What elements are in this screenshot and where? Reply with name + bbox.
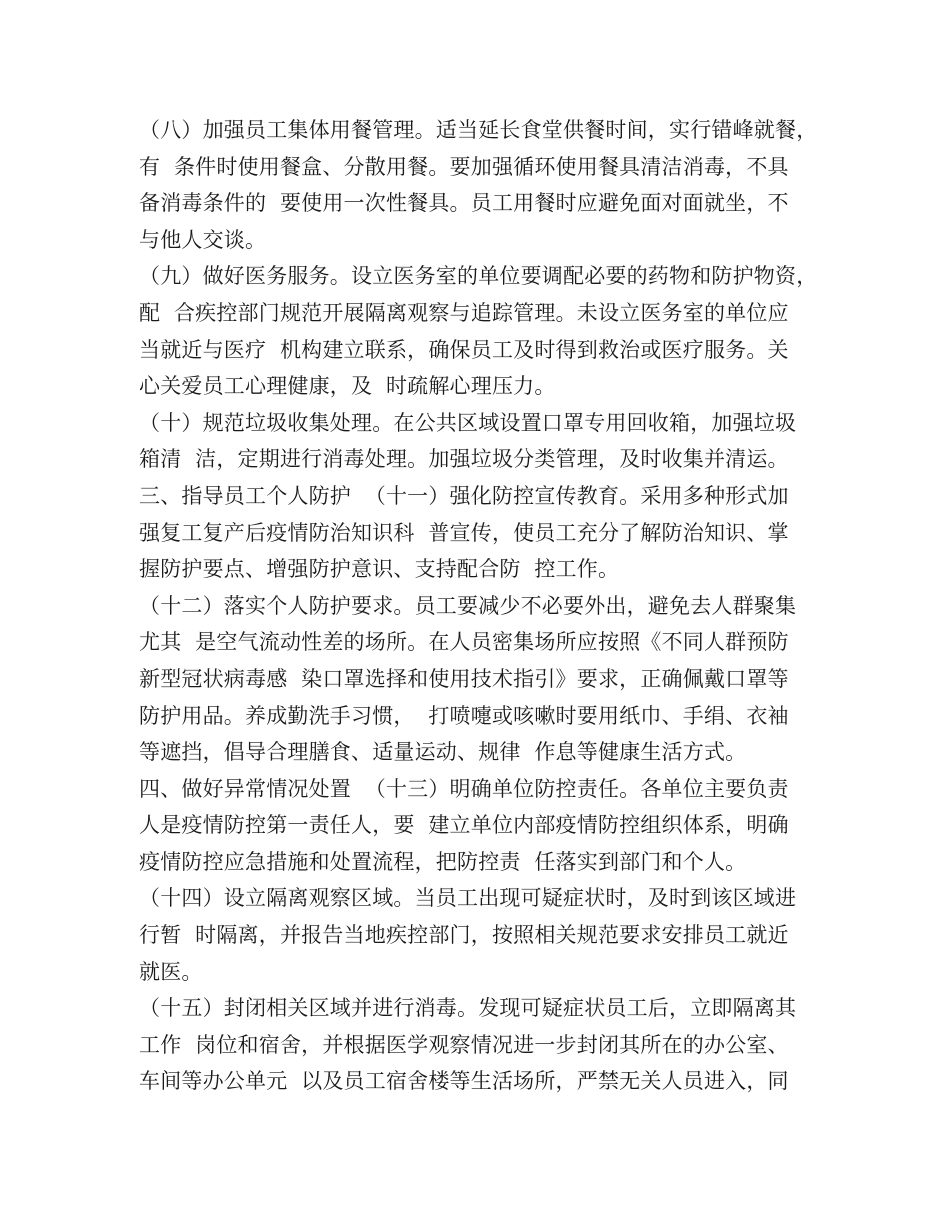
text-line: （十五）封闭相关区域并进行消毒。发现可疑症状员工后，立即隔离其 <box>139 996 797 1021</box>
text-line: 新型冠状病毒感 染口罩选择和使用技术指引》要求，正确佩戴口罩等 <box>139 666 789 691</box>
text-line: 箱清 洁，定期进行消毒处理。加强垃圾分类管理，及时收集并清运。 <box>139 447 789 472</box>
text-line: （十四）设立隔离观察区域。当员工出现可疑症状时，及时到该区域进 <box>139 886 797 911</box>
text-line: 心关爱员工心理健康，及 时疏解心理压力。 <box>139 374 556 399</box>
text-line: 有 条件时使用餐盒、分散用餐。要加强循环使用餐具清洁消毒，不具 <box>139 154 789 179</box>
text-line: 与他人交谈。 <box>139 227 267 252</box>
text-line: 等遮挡，倡导合理膳食、适量运动、规律 作息等健康生活方式。 <box>139 740 747 765</box>
text-line: 疫情防控应急措施和处置流程，把防控责 任落实到部门和个人。 <box>139 849 747 874</box>
text-line: 备消毒条件的 要使用一次性餐具。员工用餐时应避免面对面就坐，不 <box>139 191 789 216</box>
text-line: 强复工复产后疫情防治知识科 普宣传，使员工充分了解防治知识、掌 <box>139 520 789 545</box>
text-line: 行暂 时隔离，并报告当地疾控部门，按照相关规范要求安排员工就近 <box>139 923 789 948</box>
text-line: 就医。 <box>139 959 203 984</box>
text-line: 工作 岗位和宿舍，并根据医学观察情况进一步封闭其所在的办公室、 <box>139 1032 789 1057</box>
text-line: 当就近与医疗 机构建立联系，确保员工及时得到救治或医疗服务。关 <box>139 337 789 362</box>
text-line: 防护用品。养成勤洗手习惯， 打喷嚏或咳嗽时要用纸巾、手绢、衣袖 <box>139 703 789 728</box>
text-line: 尤其 是空气流动性差的场所。在人员密集场所应按照《不同人群预防 <box>139 630 789 655</box>
text-line: （九）做好医务服务。设立医务室的单位要调配必要的药物和防护物资， <box>139 264 818 289</box>
text-line: （十二）落实个人防护要求。员工要减少不必要外出，避免去人群聚集 <box>139 593 797 618</box>
document-body <box>139 112 819 1100</box>
text-line: 人是疫情防控第一责任人，要 建立单位内部疫情防控组织体系，明确 <box>139 813 789 838</box>
text-line: （八）加强员工集体用餐管理。适当延长食堂供餐时间，实行错峰就餐， <box>139 118 818 142</box>
text-line: 四、做好异常情况处置 （十三）明确单位防控责任。各单位主要负责 <box>139 776 789 801</box>
text-line: 配 合疾控部门规范开展隔离观察与追踪管理。未设立医务室的单位应 <box>139 300 789 325</box>
text-line: 车间等办公单元 以及员工宿舍楼等生活场所，严禁无关人员进入，同 <box>139 1069 789 1094</box>
text-line: 三、指导员工个人防护 （十一）强化防控宣传教育。采用多种形式加 <box>139 483 789 508</box>
text-line: 握防护要点、增强防护意识、支持配合防 控工作。 <box>139 557 620 582</box>
text-line: （十）规范垃圾收集处理。在公共区域设置口罩专用回收箱，加强垃圾 <box>139 410 797 435</box>
